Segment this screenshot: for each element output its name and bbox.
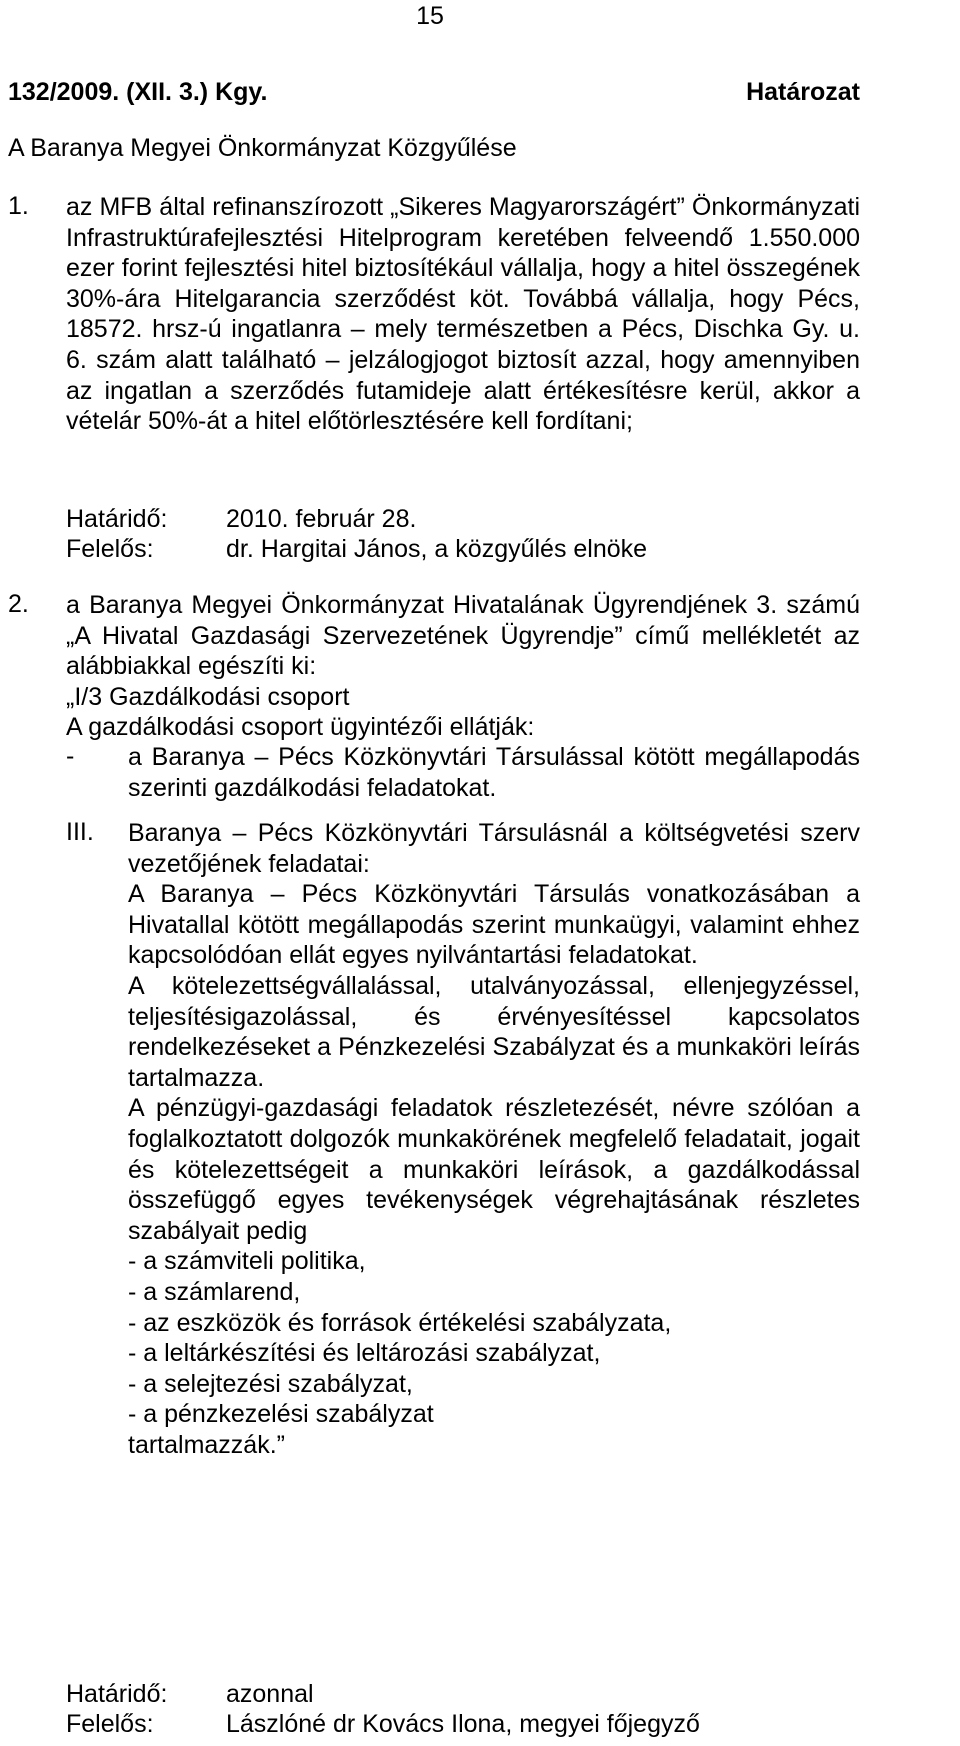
item-2-responsible (66, 1710, 700, 1739)
deadline-value: azonnal (226, 1680, 314, 1708)
section-iii-title: Baranya – Pécs Közkönyvtári Társulásnál a költségvetési szerv vezetőjének feladatai: (128, 819, 860, 878)
item-2-number: 2. (8, 590, 29, 618)
assembly-name: A Baranya Megyei Önkormányzat Közgyűlése (8, 134, 517, 162)
item-2-duties-intro: A gazdálkodási csoport ügyintézői ellátják: (66, 713, 535, 742)
section-iii (8, 818, 860, 1460)
closing-text: tartalmazzák.” (128, 1430, 285, 1459)
duty-list-item (8, 742, 860, 803)
deadline-value: 2010. február 28. (226, 505, 417, 533)
page-number: 15 (416, 2, 444, 30)
item-2-subtitle: „I/3 Gazdálkodási csoport (66, 682, 350, 711)
section-iii-para-1: A Baranya – Pécs Közkönyvtári Társulás vonatkozásában a Hivatallal kötött megállapodás szerint munkaügyi, valamint ehhez kapcsolódóan ellát egyes nyilvántartási feladatokat. (128, 880, 860, 970)
section-iii-number: III. (66, 818, 94, 846)
item-1-text: az MFB által refinanszírozott „Sikeres Magyarországért” Önkormányzati Infrastruktúrafejlesztési Hitelprogram keretében felveendő 1.550.000 ezer forint fejlesztési hitel biztosítékául vállalja, hogy a hitel összegének 30%-ára Hitelgarancia szerződést köt. Továbbá vállalja, hogy Pécs, 18572. hrsz-ú ingatlanra – mely természetben a Pécs, Dischka Gy. u. 6. szám alatt található – jelzálogjogot biztosít azzal, hogy amennyiben az ingatlan a szerződés futamideje alatt értékesítésre kerül, akkor a vételár 50%-át a hitel előtörlesztésére kell fordítani; (66, 193, 860, 436)
responsible-label: Felelős: (66, 1710, 154, 1738)
responsible-label: Felelős: (66, 535, 154, 563)
responsible-value: Lászlóné dr Kovács Ilona, megyei főjegyző (226, 1710, 700, 1738)
deadline-label: Határidő: (66, 1680, 168, 1708)
item-2 (8, 590, 860, 743)
list-item: - a selejtezési szabályzat, (128, 1369, 413, 1398)
duty-text: a Baranya – Pécs Közkönyvtári Társulással kötött megállapodás szerinti gazdálkodási feladatokat. (128, 743, 860, 802)
section-iii-para-2: A kötelezettségvállalással, utalványozással, ellenjegyzéssel, teljesítésigazolással, és érvényesítéssel kapcsolatos rendelkezéseket a Pénzkezelési Szabályzat és a munkaköri leírás tartalmazza. (128, 971, 860, 1092)
item-1 (8, 192, 860, 437)
item-2-text: a Baranya Megyei Önkormányzat Hivatalának Ügyrendjének 3. számú „A Hivatal Gazdasági Szervezetének Ügyrendje” című mellékletét az alábbiakkal egészíti ki: (66, 591, 860, 681)
list-item: - a számviteli politika, (128, 1247, 366, 1276)
resolution-number: 132/2009. (XII. 3.) Kgy. (8, 78, 268, 106)
resolution-type: Határozat (746, 78, 860, 106)
resolution-header (8, 78, 860, 107)
item-1-deadline (66, 505, 416, 534)
list-item: - a pénzkezelési szabályzat (128, 1400, 434, 1429)
item-2-deadline (66, 1680, 314, 1709)
section-iii-para-3: A pénzügyi-gazdasági feladatok részletezését, névre szólóan a foglalkoztatott dolgozók munkakörének megfelelő feladatait, jogait és kötelezettségeit a munkaköri leírások, a gazdálkodással összefüggő egyes tevékenységek végrehajtásának részletes szabályait pedig (128, 1094, 860, 1245)
deadline-label: Határidő: (66, 505, 168, 533)
list-item: - az eszközök és források értékelési szabályzata, (128, 1308, 672, 1337)
list-item: - a számlarend, (128, 1277, 301, 1306)
list-item: - a leltárkészítési és leltározási szabályzat, (128, 1339, 601, 1368)
item-1-number: 1. (8, 192, 29, 220)
responsible-value: dr. Hargitai János, a közgyűlés elnöke (226, 535, 648, 563)
item-1-responsible (66, 535, 647, 564)
dash-marker: - (66, 742, 75, 770)
